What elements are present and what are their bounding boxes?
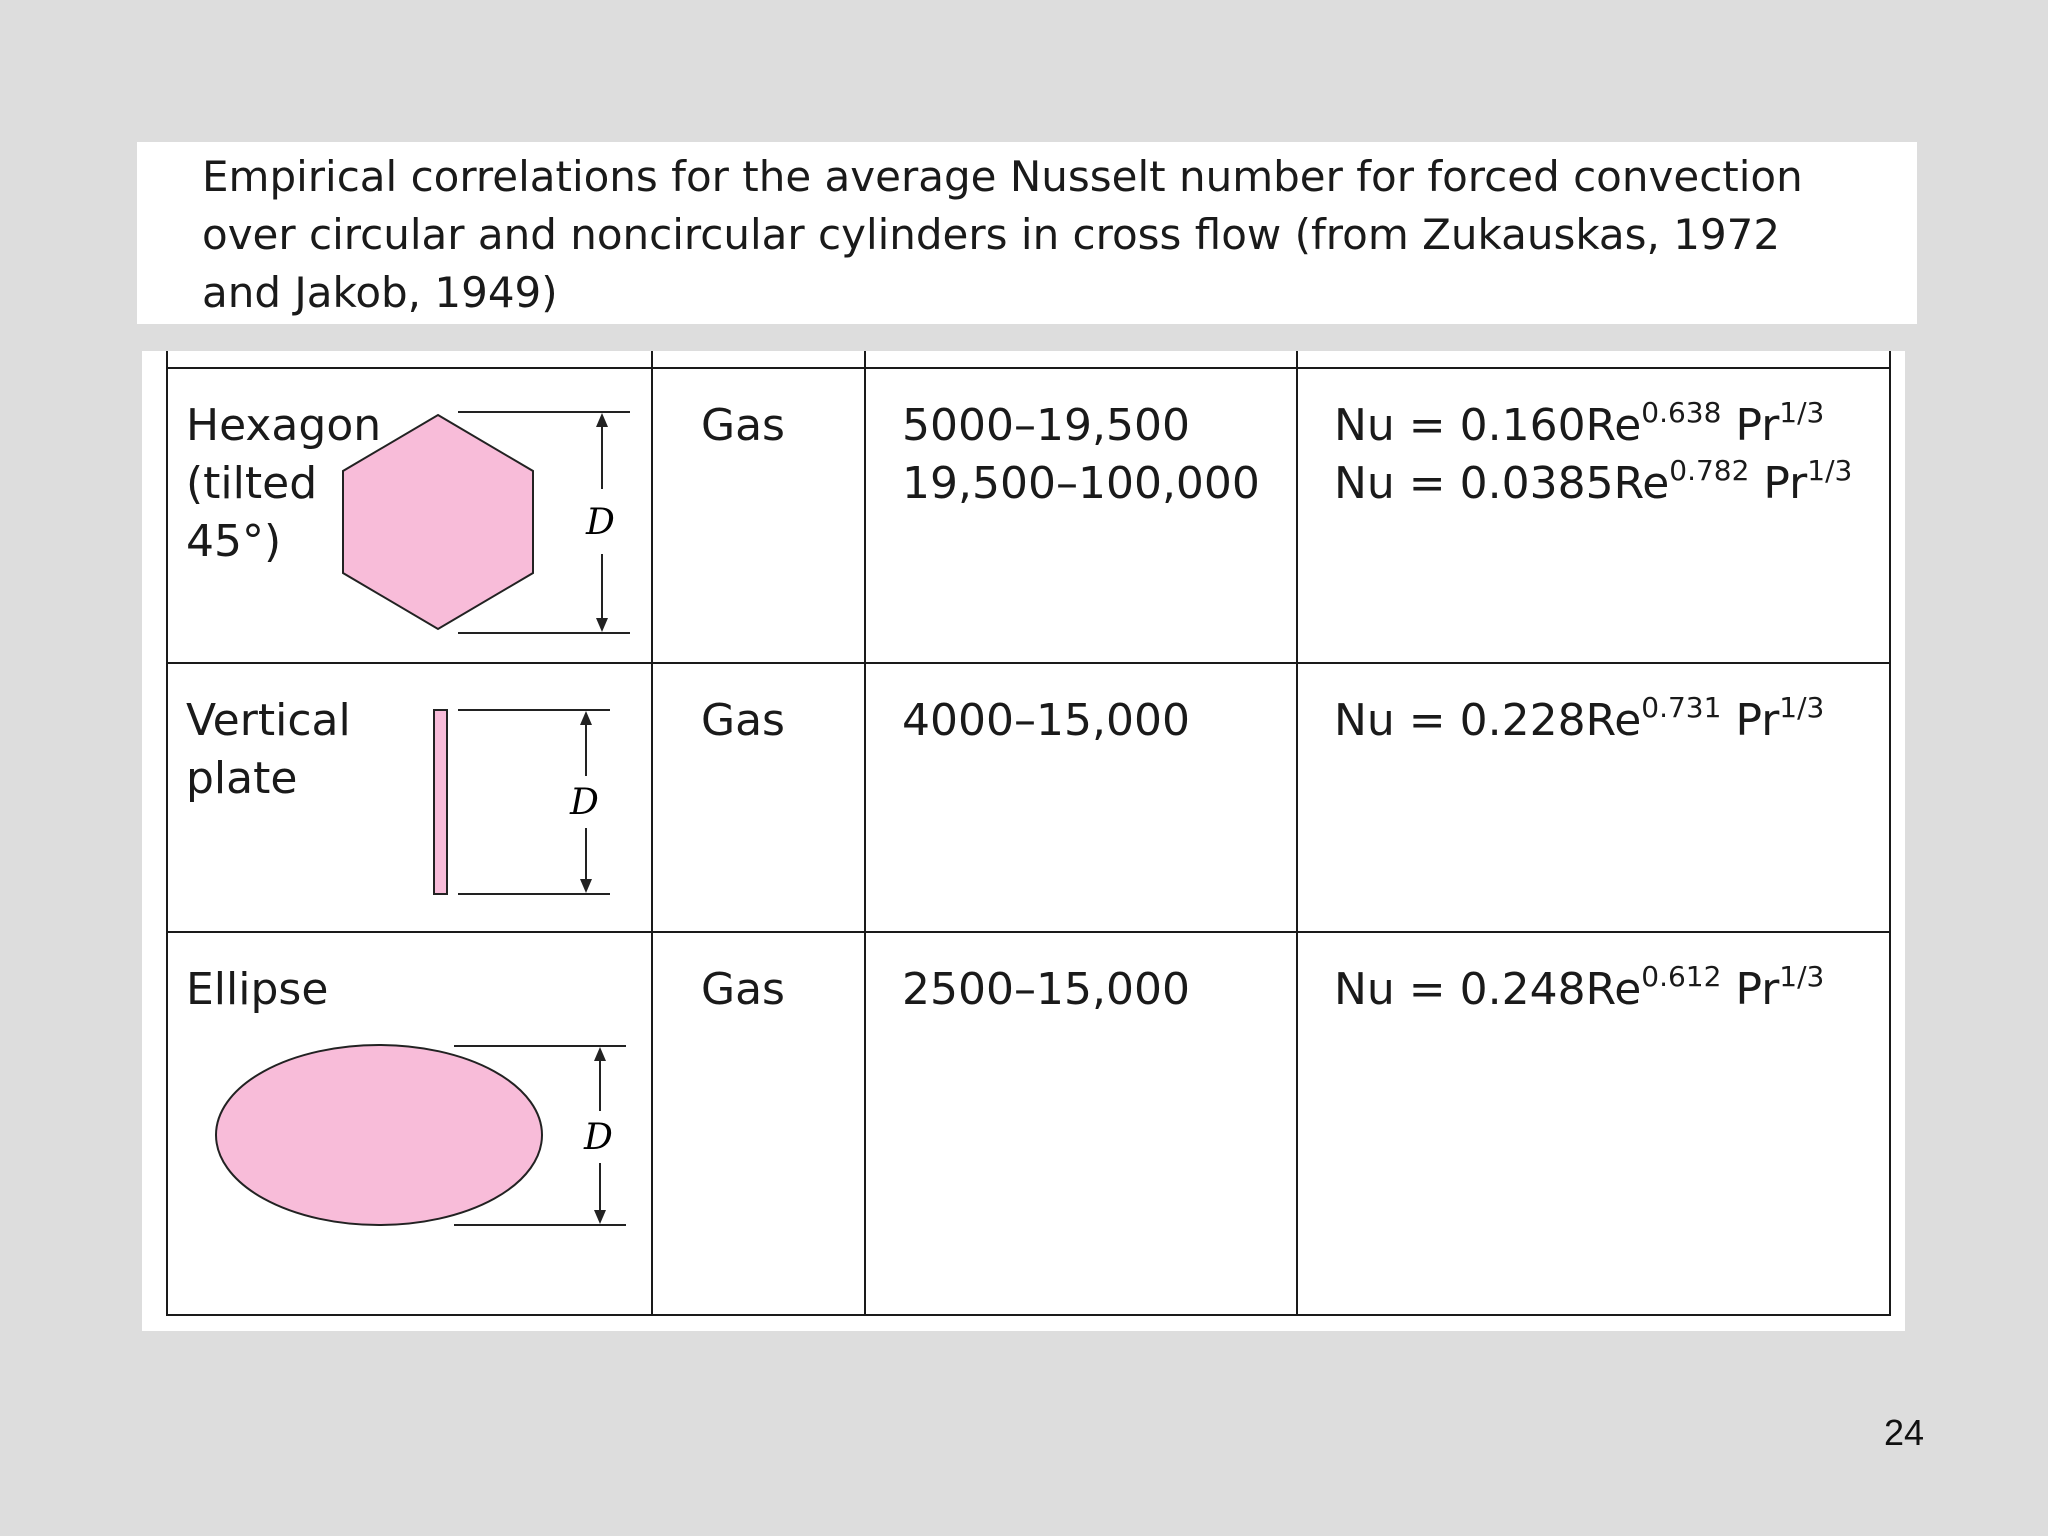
caption-line-3: and Jakob, 1949) [202, 268, 558, 317]
page-number: 24 [1883, 1412, 1924, 1453]
correlation-cell [1297, 368, 1890, 663]
table-row-ellipse [167, 932, 1890, 1315]
fluid-cell [652, 663, 865, 932]
geometry-cell [167, 368, 652, 663]
dimension-d-label: D [570, 782, 599, 823]
nusselt-correlation: $Nu = 0.228Re^{0.731}$ $Pr^{1/3}$ [1334, 691, 1825, 746]
geometry-cell [167, 932, 652, 1315]
ellipse-diagram [214, 1043, 634, 1243]
fluid-value: Gas [701, 964, 785, 1015]
nusselt-correlation: $Nu = 0.0385Re^{0.782}$ $Pr^{1/3}$ [1334, 454, 1853, 509]
hexagon-shape [343, 415, 533, 629]
ellipse-shape [216, 1045, 542, 1225]
caption-box [137, 142, 1917, 324]
re-range-value: 5000–19,500 [902, 400, 1190, 451]
re-range-value: 4000–15,000 [902, 695, 1190, 746]
re-range-value: 2500–15,000 [902, 964, 1190, 1015]
correlation-table [166, 351, 1891, 1316]
table-caption [202, 148, 1902, 322]
re-range-cell [865, 663, 1297, 932]
table-row-hexagon [167, 368, 1890, 663]
vertical-plate-diagram [428, 704, 628, 904]
re-range-cell [865, 368, 1297, 663]
fluid-value: Gas [701, 400, 785, 451]
caption-line-1: Empirical correlations for the average Nusselt number for forced convection [202, 152, 1803, 201]
dimension-d-label: D [586, 502, 615, 543]
re-range-cell [865, 932, 1297, 1315]
correlation-table-panel [142, 351, 1905, 1331]
dimension-d-label: D [584, 1117, 613, 1158]
table-header-stub [167, 351, 1890, 368]
geometry-cell [167, 663, 652, 932]
fluid-cell [652, 368, 865, 663]
fluid-cell [652, 932, 865, 1315]
plate-shape [434, 710, 447, 894]
table-row-vertical-plate [167, 663, 1890, 932]
nusselt-correlation: $Nu = 0.160Re^{0.638}$ $Pr^{1/3}$ [1334, 396, 1825, 451]
nusselt-correlation: $Nu = 0.248Re^{0.612}$ $Pr^{1/3}$ [1334, 960, 1825, 1015]
geometry-label: Ellipse [186, 964, 329, 1015]
correlation-cell [1297, 663, 1890, 932]
geometry-label: Vertical plate [186, 695, 351, 804]
caption-line-2: over circular and noncircular cylinders in cross flow (from Zukauskas, 1972 [202, 210, 1781, 259]
geometry-label: Hexagon (tilted 45°) [186, 400, 382, 567]
fluid-value: Gas [701, 695, 785, 746]
hexagon-diagram [338, 409, 638, 639]
correlation-cell [1297, 932, 1890, 1315]
re-range-value: 19,500–100,000 [902, 458, 1260, 509]
